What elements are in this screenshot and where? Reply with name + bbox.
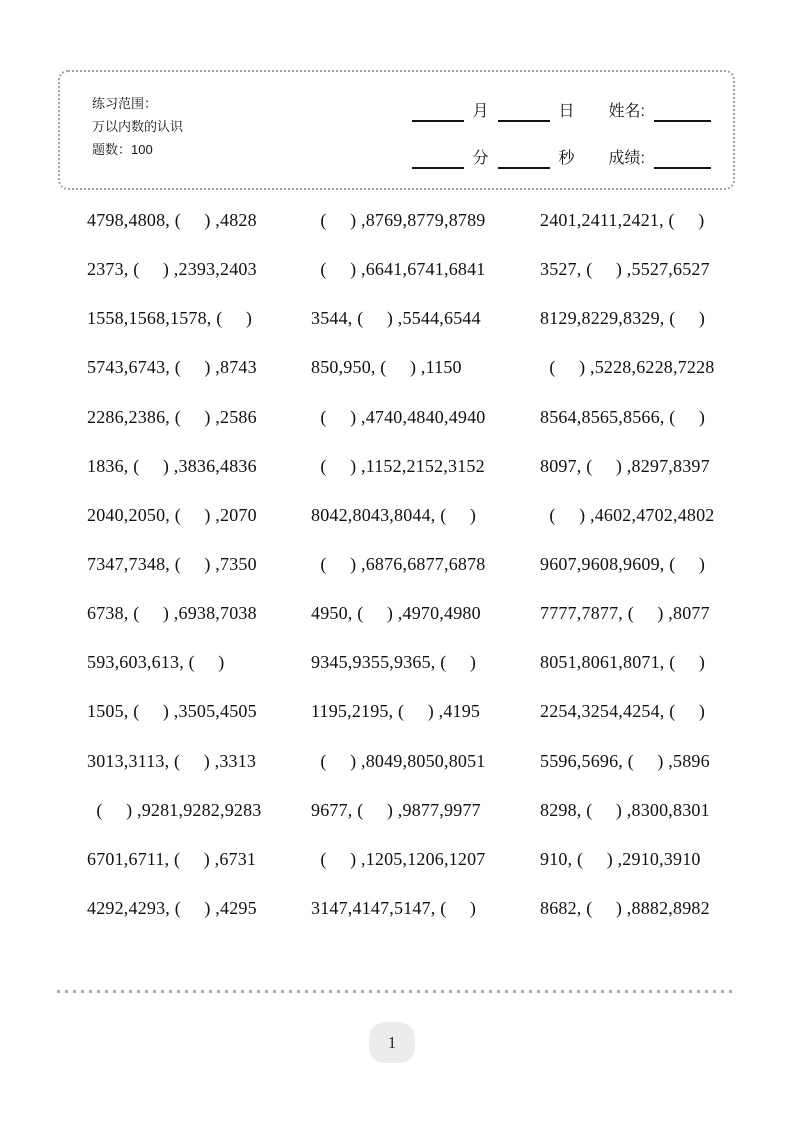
day-blank: [498, 105, 550, 122]
problem-cell: 5596,5696, ( ) ,5896: [540, 750, 710, 771]
page-number: 1: [387, 1032, 397, 1052]
header-box: [58, 70, 735, 190]
problem-cell: 8129,8229,8329, ( ): [540, 308, 706, 329]
problem-cell: 9607,9608,9609, ( ): [540, 554, 706, 575]
problem-cell: 9345,9355,9365, ( ): [311, 652, 477, 673]
problem-cell: ( ) ,9281,9282,9283: [87, 799, 262, 820]
header-fill-in-area: [412, 102, 711, 169]
problem-cell: 8051,8061,8071, ( ): [540, 652, 706, 673]
problem-cell: 2373, ( ) ,2393,2403: [87, 259, 257, 280]
practice-scope-value: 万以内数的认识: [92, 119, 184, 134]
score-label: 成绩:: [608, 150, 645, 167]
page-number-badge: [369, 1022, 415, 1063]
problem-cell: ( ) ,6876,6877,6878: [311, 554, 486, 575]
problem-cell: 3013,3113, ( ) ,3313: [87, 750, 257, 771]
practice-scope-label: 练习范围：: [92, 96, 158, 111]
problem-cell: 8682, ( ) ,8882,8982: [540, 898, 710, 919]
month-label: 月: [472, 103, 489, 120]
name-blank: [654, 105, 711, 122]
problem-cell: 6738, ( ) ,6938,7038: [87, 603, 257, 624]
problem-cell: ( ) ,8769,8779,8789: [311, 210, 486, 231]
problem-cell: ( ) ,8049,8050,8051: [311, 750, 486, 771]
problem-cell: ( ) ,1152,2152,3152: [311, 455, 485, 476]
problem-row: [87, 343, 737, 392]
problem-cell: 8298, ( ) ,8300,8301: [540, 799, 710, 820]
problem-cell: ( ) ,1205,1206,1207: [311, 848, 486, 869]
problem-cell: ( ) ,4602,4702,4802: [540, 504, 715, 525]
problem-row: [87, 294, 737, 343]
problem-cell: ( ) ,6641,6741,6841: [311, 259, 486, 280]
problem-cell: 593,603,613, ( ): [87, 652, 225, 673]
seconds-blank: [498, 152, 550, 169]
problem-cell: 5743,6743, ( ) ,8743: [87, 357, 257, 378]
score-blank: [654, 152, 711, 169]
problem-cell: 3147,4147,5147, ( ): [311, 898, 477, 919]
problem-row: [87, 589, 737, 638]
problem-row: [87, 245, 737, 294]
problem-cell: 7777,7877, ( ) ,8077: [540, 603, 710, 624]
problems-grid: [87, 196, 737, 933]
worksheet-info: [92, 92, 183, 161]
problem-cell: 1836, ( ) ,3836,4836: [87, 455, 257, 476]
minutes-blank: [412, 152, 464, 169]
seconds-label: 秒: [558, 150, 575, 167]
problem-cell: 3544, ( ) ,5544,6544: [311, 308, 481, 329]
problem-row: [87, 737, 737, 786]
time-score-line: [412, 149, 711, 169]
problem-cell: 2401,2411,2421, ( ): [540, 210, 705, 231]
problem-cell: 2040,2050, ( ) ,2070: [87, 504, 257, 525]
problem-cell: 6701,6711, ( ) ,6731: [87, 848, 257, 869]
problem-row: [87, 786, 737, 835]
problem-cell: 4798,4808, ( ) ,4828: [87, 210, 257, 231]
problem-cell: 4292,4293, ( ) ,4295: [87, 898, 257, 919]
problem-cell: 8097, ( ) ,8297,8397: [540, 455, 710, 476]
day-label: 日: [558, 103, 575, 120]
minutes-label: 分: [472, 150, 489, 167]
problem-row: [87, 393, 737, 442]
problem-cell: 7347,7348, ( ) ,7350: [87, 554, 257, 575]
problem-cell: 1505, ( ) ,3505,4505: [87, 701, 257, 722]
problem-cell: 2254,3254,4254, ( ): [540, 701, 706, 722]
problem-cell: 3527, ( ) ,5527,6527: [540, 259, 710, 280]
problem-cell: 910, ( ) ,2910,3910: [540, 848, 701, 869]
problem-row: [87, 884, 737, 933]
question-count: 题数：100: [92, 142, 153, 157]
problem-cell: 4950, ( ) ,4970,4980: [311, 603, 481, 624]
month-blank: [412, 105, 464, 122]
problem-row: [87, 196, 737, 245]
problem-row: [87, 540, 737, 589]
problem-cell: 8042,8043,8044, ( ): [311, 504, 477, 525]
problem-cell: ( ) ,5228,6228,7228: [540, 357, 715, 378]
problem-cell: 850,950, ( ) ,1150: [311, 357, 462, 378]
problem-row: [87, 638, 737, 687]
problem-cell: 8564,8565,8566, ( ): [540, 406, 706, 427]
problem-cell: 1195,2195, ( ) ,4195: [311, 701, 481, 722]
problem-cell: 9677, ( ) ,9877,9977: [311, 799, 481, 820]
problem-row: [87, 687, 737, 736]
date-name-line: [412, 102, 711, 122]
name-label: 姓名:: [608, 103, 645, 120]
problem-row: [87, 835, 737, 884]
footer-divider: [57, 990, 736, 993]
problem-row: [87, 442, 737, 491]
problem-cell: 1558,1568,1578, ( ): [87, 308, 253, 329]
problem-cell: ( ) ,4740,4840,4940: [311, 406, 486, 427]
problem-row: [87, 491, 737, 540]
problem-cell: 2286,2386, ( ) ,2586: [87, 406, 257, 427]
